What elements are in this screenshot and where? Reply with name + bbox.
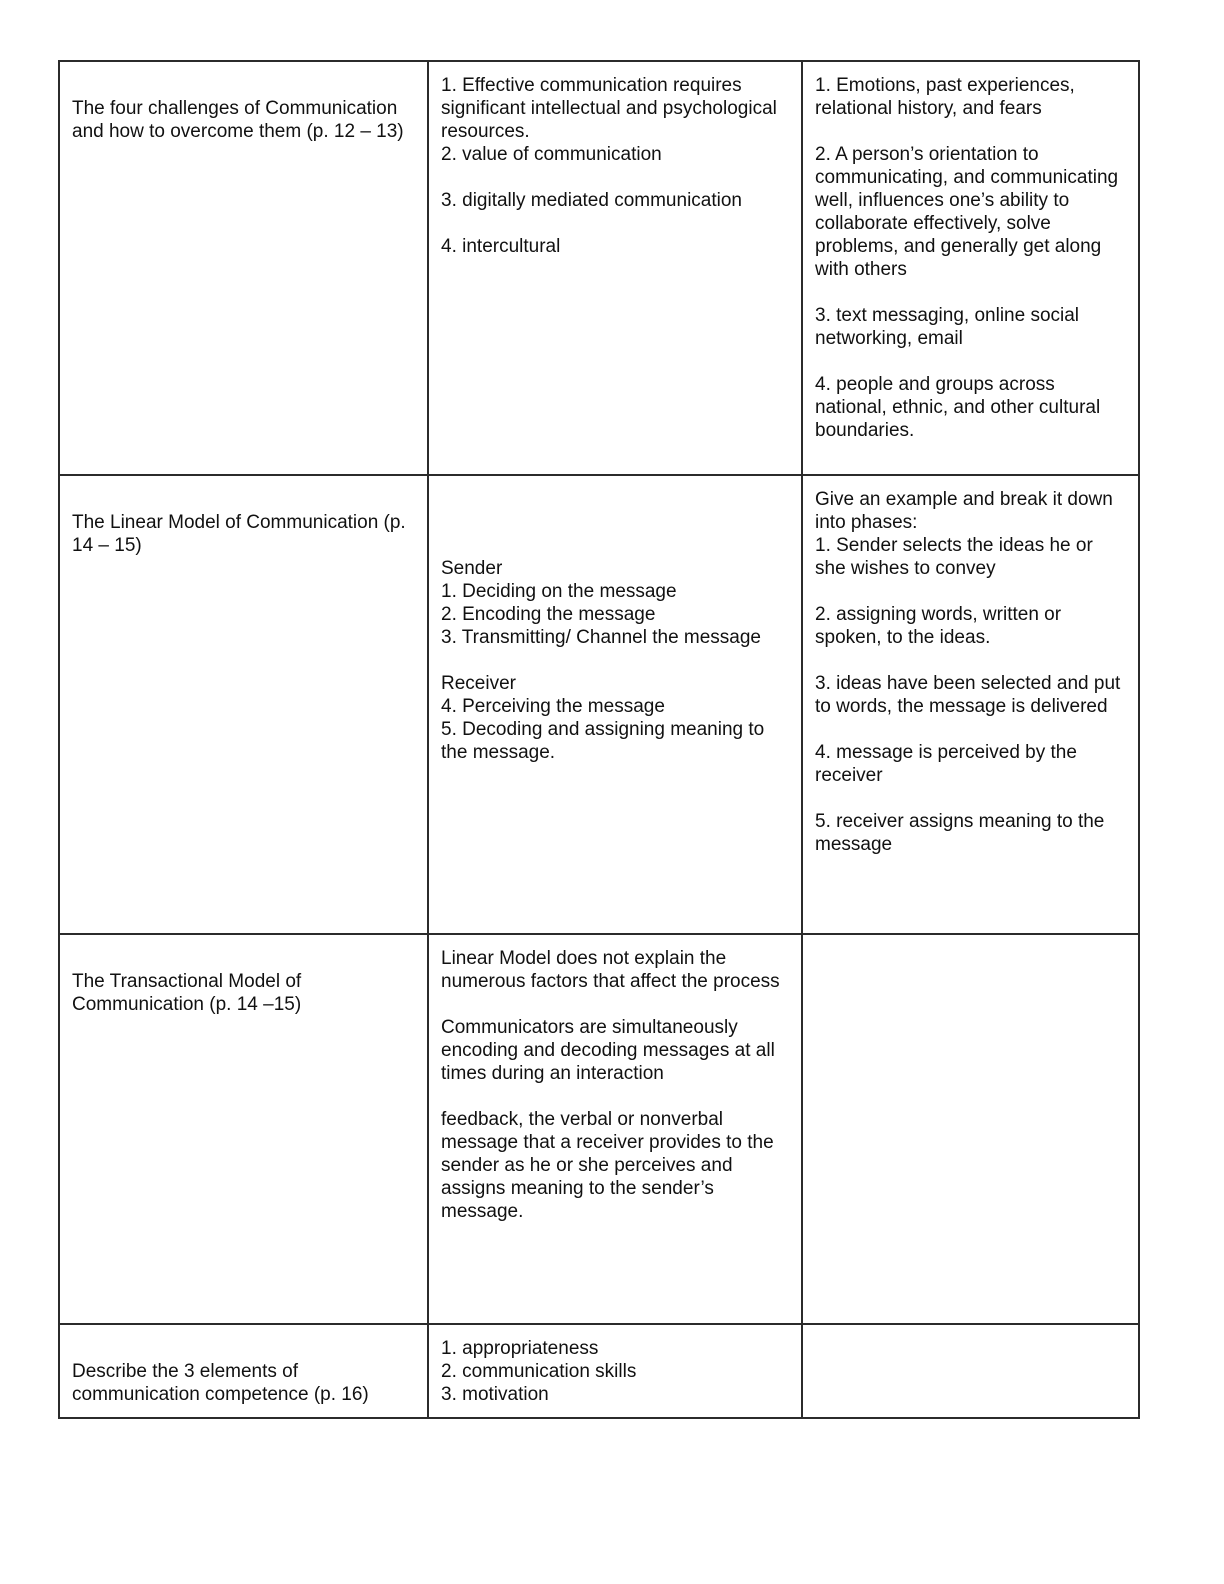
answer-line: 1. Effective communication requires significant intellectual and psychological resources. [441, 75, 777, 142]
table-row [59, 475, 1139, 934]
detail-line: 1. Sender selects the ideas he or she wishes to convey [815, 535, 1093, 579]
spacer [815, 350, 1127, 373]
answer-line: 4. Perceiving the message [441, 696, 665, 717]
detail-line: 4. people and groups across national, ethnic, and other cultural boundaries. [815, 374, 1101, 441]
answer-line: 2. communication skills [441, 1361, 637, 1382]
detail-line: 1. Emotions, past experiences, relational history, and fears [815, 75, 1075, 119]
spacer [815, 787, 1127, 810]
detail-line: 4. message is perceived by the receiver [815, 742, 1077, 786]
spacer [815, 649, 1127, 672]
spacer [441, 212, 790, 235]
detail-cell [802, 61, 1139, 475]
answer-line: 1. Deciding on the message [441, 581, 677, 602]
answer-cell [428, 1324, 802, 1418]
detail-cell-empty [802, 1324, 1139, 1418]
spacer [441, 166, 790, 189]
spacer [441, 649, 790, 672]
spacer [815, 580, 1127, 603]
study-guide-table [58, 60, 1140, 1419]
topic-cell [59, 61, 428, 475]
detail-line: 5. receiver assigns meaning to the message [815, 811, 1105, 855]
topic-text: Describe the 3 elements of communication competence (p. 16) [72, 1361, 369, 1405]
answer-line: Sender [441, 558, 503, 579]
detail-line: Give an example and break it down into phases: [815, 489, 1113, 533]
answer-cell [428, 61, 802, 475]
answer-line: 2. value of communication [441, 144, 662, 165]
answer-line: 2. Encoding the message [441, 604, 656, 625]
detail-line: 3. text messaging, online social networking, email [815, 305, 1080, 349]
answer-line: 4. intercultural [441, 236, 561, 257]
answer-line: 5. Decoding and assigning meaning to the message. [441, 719, 765, 763]
answer-line: 3. Transmitting/ Channel the message [441, 627, 762, 648]
topic-text: The Linear Model of Communication (p. 14 – 15) [72, 512, 406, 556]
answer-cell [428, 475, 802, 934]
spacer [815, 718, 1127, 741]
table-row [59, 61, 1139, 475]
detail-line: 2. assigning words, written or spoken, to the ideas. [815, 604, 1062, 648]
spacer [815, 281, 1127, 304]
answer-cell [428, 934, 802, 1324]
spacer [441, 1085, 790, 1108]
answer-line: 3. motivation [441, 1384, 549, 1405]
spacer [441, 993, 790, 1016]
answer-line: feedback, the verbal or nonverbal message that a receiver provides to the sender as he or she perceives and assigns meaning to the sender’s message. [441, 1109, 774, 1222]
answer-line: 1. appropriateness [441, 1338, 599, 1359]
topic-text: The four challenges of Communication and how to overcome them (p. 12 – 13) [72, 98, 404, 142]
table-row [59, 934, 1139, 1324]
answer-line: Receiver [441, 673, 516, 694]
topic-cell [59, 475, 428, 934]
topic-cell [59, 934, 428, 1324]
topic-cell [59, 1324, 428, 1418]
spacer [815, 120, 1127, 143]
answer-line: Communicators are simultaneously encoding and decoding messages at all times during an interaction [441, 1017, 775, 1084]
answer-line: Linear Model does not explain the numerous factors that affect the process [441, 948, 780, 992]
detail-cell [802, 475, 1139, 934]
detail-line: 3. ideas have been selected and put to words, the message is delivered [815, 673, 1121, 717]
table-row [59, 1324, 1139, 1418]
topic-text: The Transactional Model of Communication (p. 14 –15) [72, 971, 302, 1015]
detail-line: 2. A person’s orientation to communicating, and communicating well, influences one’s ability to collaborate effectively, solve problems, and generally get along with others [815, 144, 1119, 280]
answer-line: 3. digitally mediated communication [441, 190, 742, 211]
detail-cell-empty [802, 934, 1139, 1324]
